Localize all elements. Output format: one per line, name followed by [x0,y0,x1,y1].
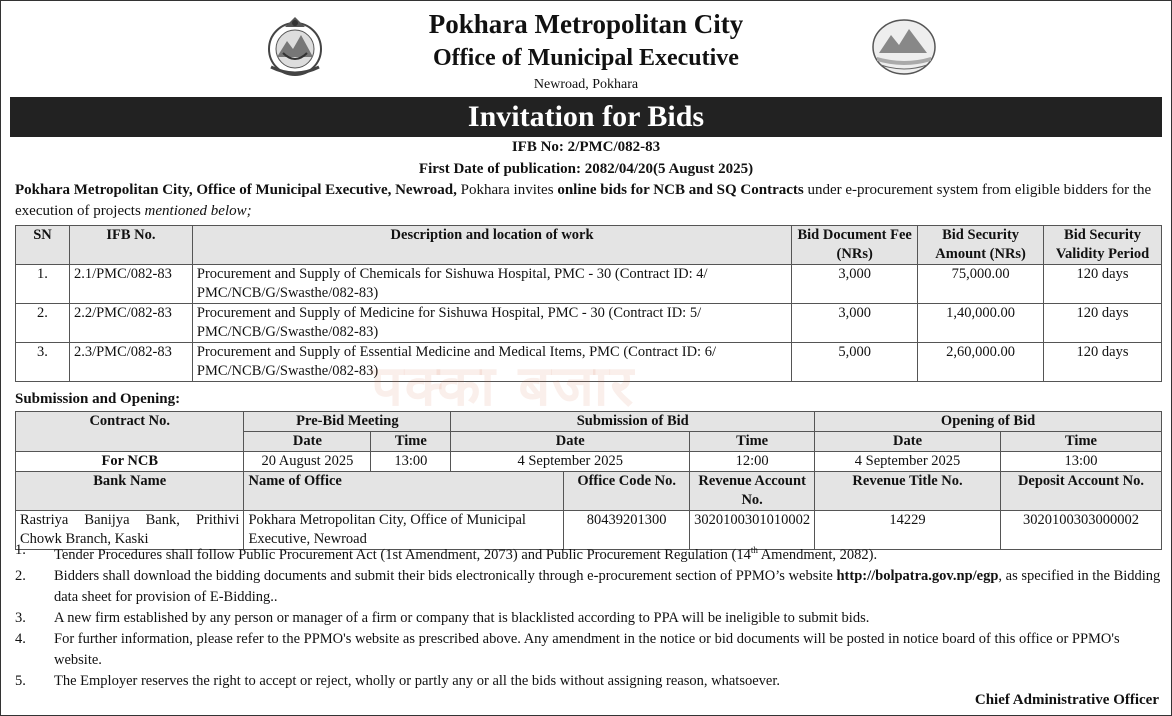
col-bank: Bank Name [16,472,244,511]
row-ifb: 2.3/PMC/082-83 [69,343,192,382]
row-ifb: 2.1/PMC/082-83 [69,265,192,304]
col-prebid-time: Time [371,432,451,452]
bids-table-header [16,226,1162,265]
submission-header-row [16,412,1162,432]
submission-heading: Submission and Opening: [15,391,181,407]
list-item [15,671,1161,692]
note-number: 3. [15,609,26,626]
list-item [15,608,1161,629]
col-revenue-account: Revenue Account No. [690,472,815,511]
watermark-logo: पक्का बजार [371,354,636,419]
note-text: A new firm established by any person or manager of a firm or company that is blacklisted according to PPA will be ineligible to submit bids. [54,609,870,626]
col-validity: Bid Security Validity Period [1044,226,1162,265]
bids-table [15,225,1162,382]
note-number: 5. [15,672,26,689]
revenue-account: 3020100301010002 [690,511,815,550]
col-submission: Submission of Bid [451,412,815,432]
opening-date: 4 September 2025 [815,452,1001,472]
office-code: 80439201300 [564,511,690,550]
prebid-date: 20 August 2025 [244,452,371,472]
col-ifb: IFB No. [69,226,192,265]
col-revenue-title: Revenue Title No. [815,472,1001,511]
col-open-date: Date [815,432,1001,452]
col-fee: Bid Document Fee (NRs) [792,226,918,265]
row-validity: 120 days [1044,343,1162,382]
signature: Chief Administrative Officer [974,692,1159,708]
row-validity: 120 days [1044,265,1162,304]
note-number: 2. [15,567,26,584]
list-item [15,540,1161,566]
note-number: 1. [15,542,26,558]
deposit-account: 3020100303000002 [1000,511,1161,550]
contract-value: For NCB [16,452,244,472]
col-office-code: Office Code No. [564,472,690,511]
row-description: Procurement and Supply of Medicine for Sishuwa Hospital, PMC - 30 (Contract ID: 5/ PMC/NCB/G/Swasthe/082-83) [192,304,791,343]
bolpatra-link[interactable]: http://bolpatra.gov.np/egp [836,567,999,584]
col-sn: SN [16,226,70,265]
prebid-time: 13:00 [371,452,451,472]
note-text-end: , as specified in the Bidding data sheet for provision of E-Bidding.. [54,567,1161,605]
col-security: Bid Security Amount (NRs) [918,226,1044,265]
office-name: Pokhara Metropolitan City, Office of Municipal Executive, Newroad [244,511,564,550]
table-row [16,343,1162,382]
col-prebid: Pre-Bid Meeting [244,412,451,432]
col-deposit-account: Deposit Account No. [1000,472,1161,511]
row-fee: 3,000 [792,304,918,343]
col-sub-time: Time [690,432,815,452]
intro-text-2: under e-procurement system from eligible bidders for the execution of projects [15,182,1152,219]
table-row [16,452,1162,472]
revenue-title: 14229 [815,511,1001,550]
list-item [15,629,1161,671]
row-fee: 3,000 [792,265,918,304]
row-description: Procurement and Supply of Essential Medicine and Medical Items, PMC (Contract ID: 6/ PMC/NCB/G/Swasthe/082-83) [192,343,791,382]
col-open-time: Time [1000,432,1161,452]
intro-paragraph [15,180,1161,222]
table-row [16,265,1162,304]
intro-italic: mentioned below; [144,203,252,219]
col-sub-date: Date [451,432,690,452]
ifb-number: IFB No: 2/PMC/082-83 [511,139,661,155]
notice-header [1,1,1171,97]
opening-time: 13:00 [1000,452,1161,472]
row-security: 75,000.00 [918,265,1044,304]
note-superscript: th [750,545,758,555]
notes-list [15,540,1161,692]
row-description: Procurement and Supply of Chemicals for Sishuwa Hospital, PMC - 30 (Contract ID: 4/ PMC/NCB/G/Swasthe/082-83) [192,265,791,304]
invitation-banner: Invitation for Bids [10,97,1162,137]
row-validity: 120 days [1044,304,1162,343]
row-security: 1,40,000.00 [918,304,1044,343]
row-security: 2,60,000.00 [918,343,1044,382]
col-prebid-date: Date [244,432,371,452]
publication-date: First Date of publication: 2082/04/20(5 August 2025) [418,161,754,177]
bank-name: Rastriya Banijya Bank, Prithivi Chowk Branch, Kaski [16,511,244,550]
intro-text: Pokhara invites [456,182,558,198]
note-number: 4. [15,630,26,647]
list-item [15,566,1161,608]
col-office-name: Name of Office [244,472,564,511]
col-opening: Opening of Bid [815,412,1162,432]
note-text: Bidders shall download the bidding documents and submit their bids electronically through e-procurement section of PPMO’s website [54,567,837,584]
intro-issuer: Pokhara Metropolitan City, Office of Municipal Executive, Newroad, [15,182,457,198]
note-text: Tender Procedures shall follow Public Procurement Act (1st Amendment, 2073) and Public Procurement Regulation (14 [54,546,751,563]
row-sn: 1. [16,265,70,304]
submission-table [15,411,1162,550]
bank-header-row [16,472,1162,511]
office-address: Newroad, Pokhara [533,77,639,92]
intro-bid-type: online bids for NCB and SQ Contracts [557,182,804,198]
table-row [16,304,1162,343]
col-description: Description and location of work [192,226,791,265]
row-sn: 2. [16,304,70,343]
row-fee: 5,000 [792,343,918,382]
row-sn: 3. [16,343,70,382]
row-ifb: 2.2/PMC/082-83 [69,304,192,343]
office-title: Office of Municipal Executive [433,45,739,71]
note-text: For further information, please refer to the PPMO's website as prescribed above. Any amendment in the notice or bid documents will be posted in notice board of this office or PPMO's website. [54,630,1120,668]
submission-date: 4 September 2025 [451,452,690,472]
col-contract: Contract No. [16,412,244,452]
note-text-end: Amendment, 2082). [757,546,878,563]
submission-time: 12:00 [690,452,815,472]
city-title: Pokhara Metropolitan City [428,9,744,39]
note-text: The Employer reserves the right to accept or reject, wholly or partly any or all the bids without assigning reason, whatsoever. [54,672,780,689]
